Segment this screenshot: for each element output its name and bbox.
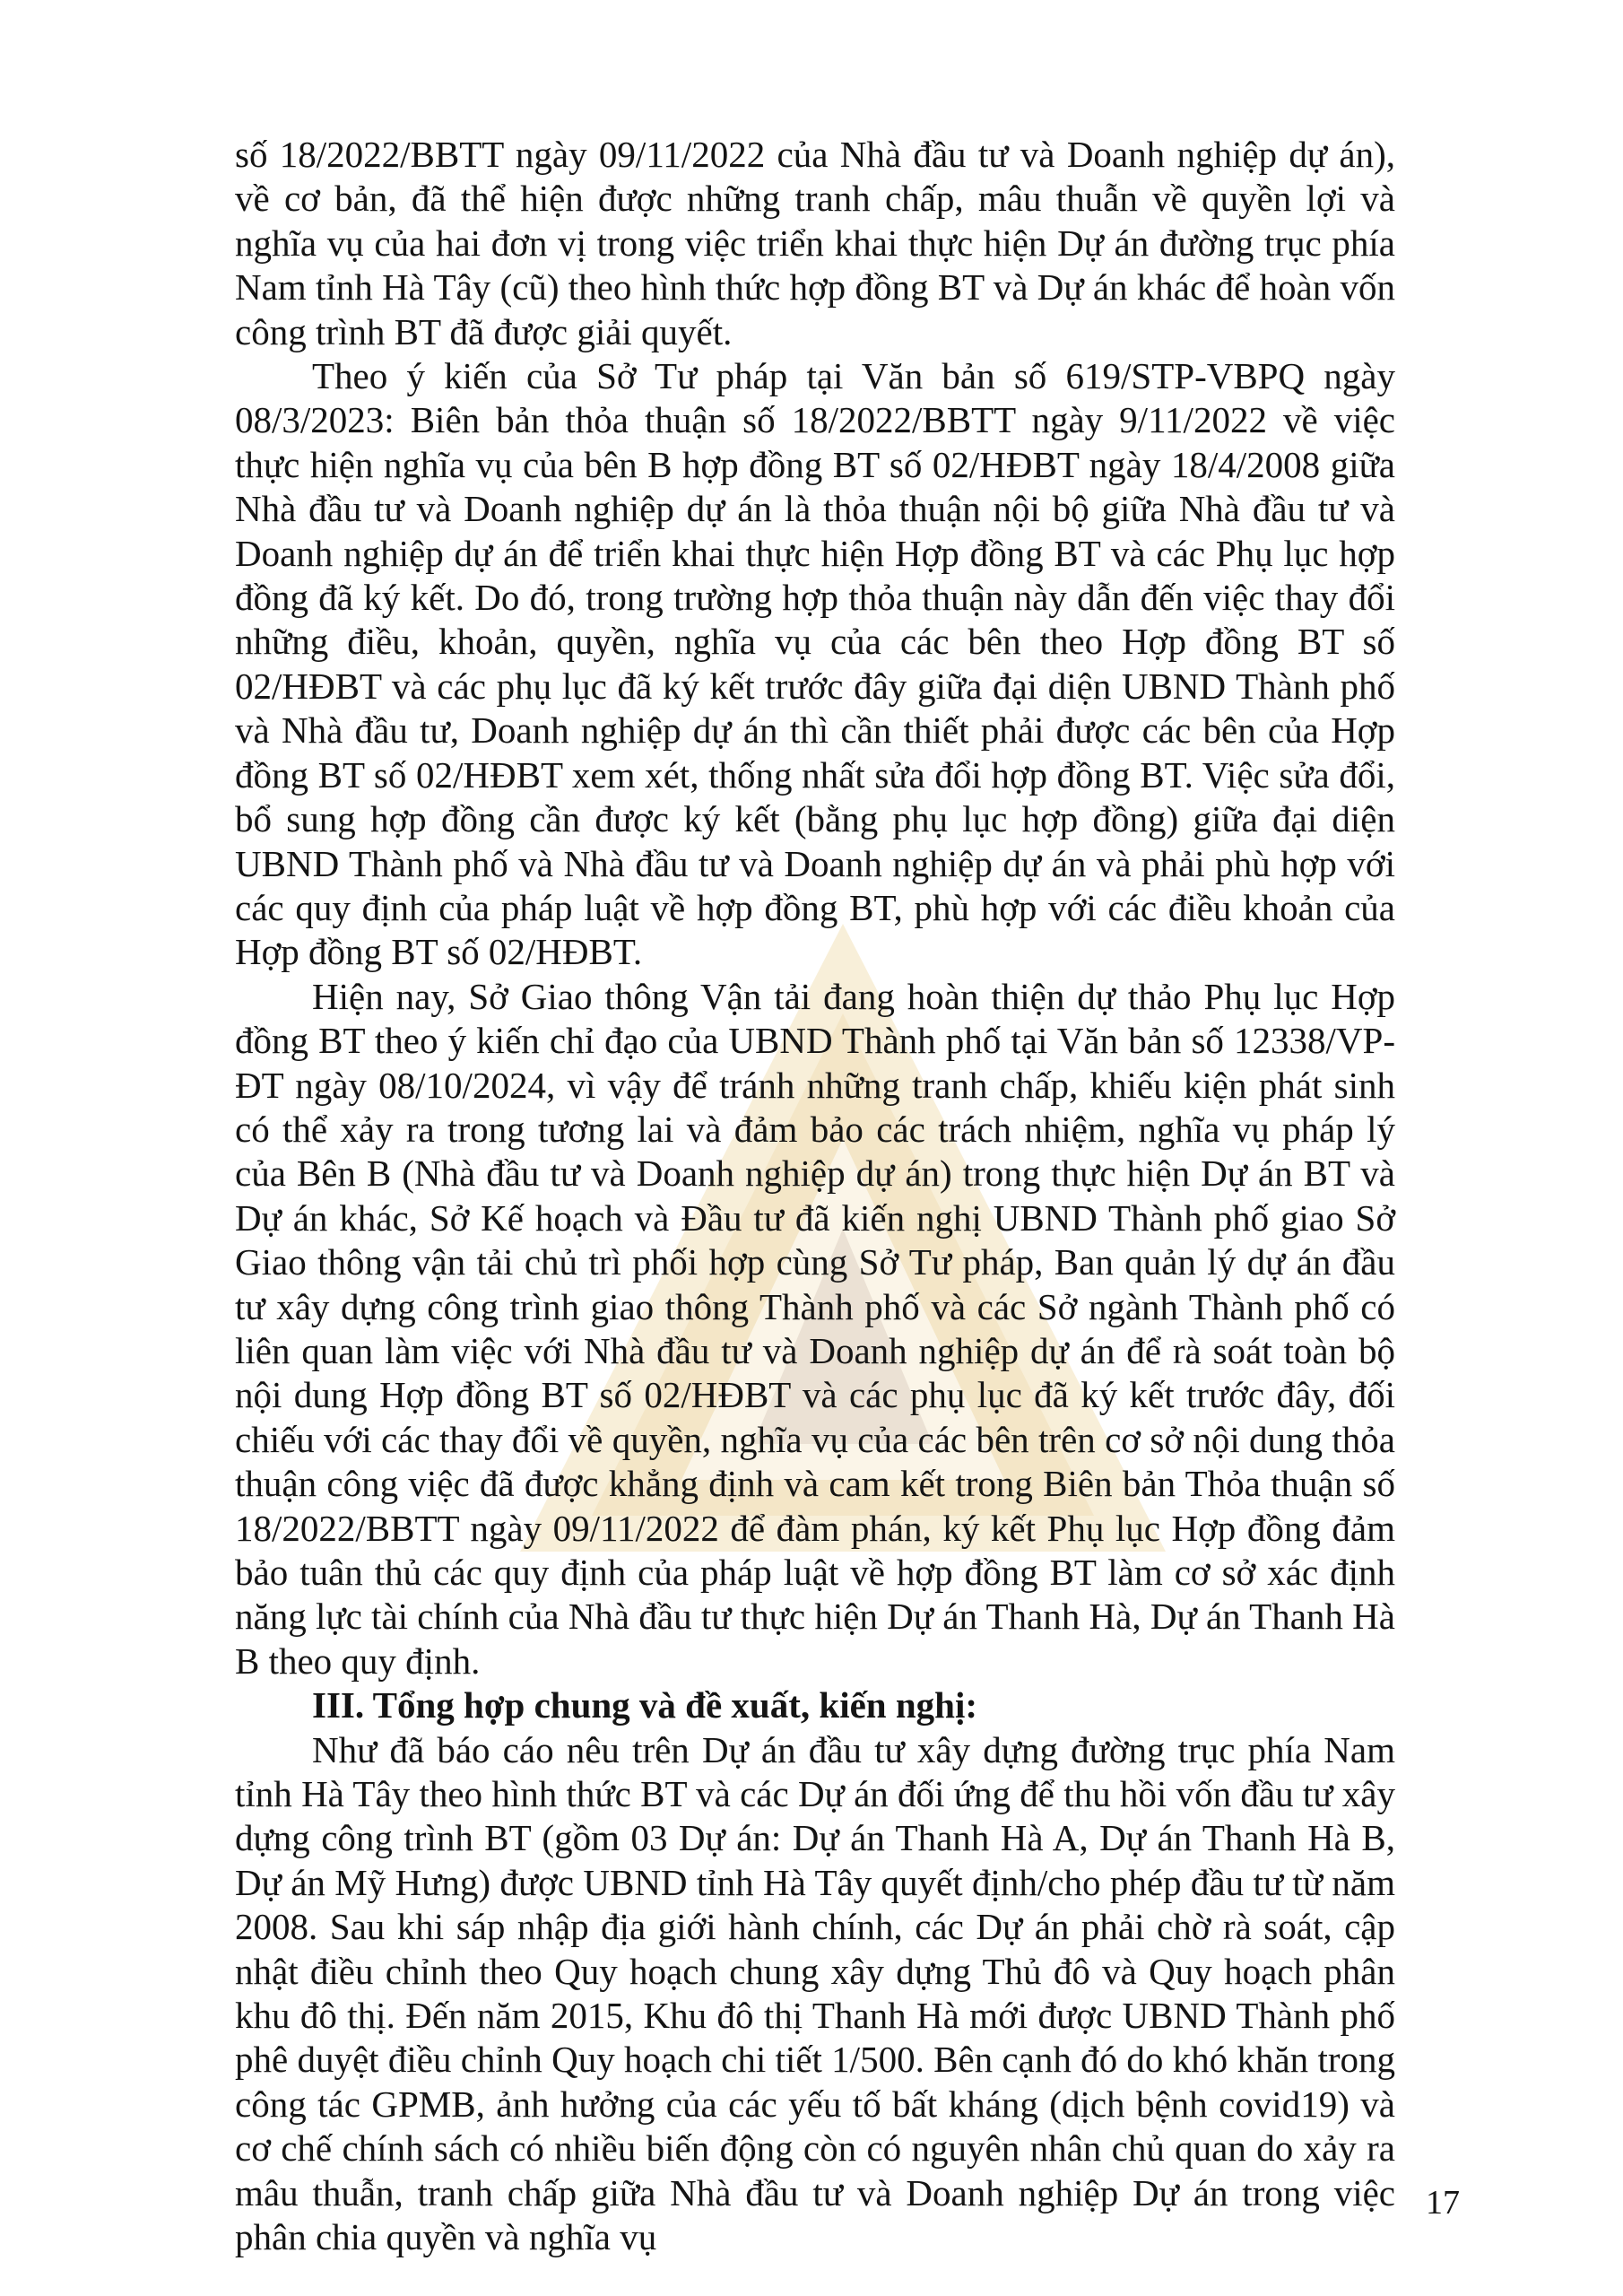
paragraph-continuation: số 18/2022/BBTT ngày 09/11/2022 của Nhà đầu tư và Doanh nghiệp dự án), về cơ bản, đã thể hiện được những tranh chấp, mâu thuẫn về quyền lợi và nghĩa vụ của hai đơn vị trong việc triển khai thực hiện Dự án đường trục phía Nam tỉnh Hà Tây (cũ) theo hình thức hợp đồng BT và Dự án khác để hoàn vốn công trình BT đã được giải quyết. (235, 134, 1395, 352)
paragraph-current-status: Hiện nay, Sở Giao thông Vận tải đang hoàn thiện dự thảo Phụ lục Hợp đồng BT theo ý kiến chỉ đạo của UBND Thành phố tại Văn bản số 12338/VP-ĐT ngày 08/10/2024, vì vậy để tránh những tranh chấp, khiếu kiện phát sinh có thể xảy ra trong tương lai và đảm bảo các trách nhiệm, nghĩa vụ pháp lý của Bên B (Nhà đầu tư và Doanh nghiệp dự án) trong thực hiện Dự án BT và Dự án khác, Sở Kế hoạch và Đầu tư đã kiến nghị UBND Thành phố giao Sở Giao thông vận tải chủ trì phối hợp cùng Sở Tư pháp, Ban quản lý dự án đầu tư xây dựng công trình giao thông Thành phố và các Sở ngành Thành phố có liên quan làm việc với Nhà đầu tư và Doanh nghiệp dự án để rà soát toàn bộ nội dung Hợp đồng BT số 02/HĐBT và các phụ lục đã ký kết trước đây, đối chiếu với các thay đổi về quyền, nghĩa vụ của các bên trên cơ sở nội dung thỏa thuận công việc đã được khẳng định và cam kết trong Biên bản Thỏa thuận số 18/2022/BBTT ngày 09/11/2022 để đàm phán, ký kết Phụ lục Hợp đồng đảm bảo tuân thủ các quy định của pháp luật về hợp đồng BT làm cơ sở xác định năng lực tài chính của Nhà đầu tư thực hiện Dự án Thanh Hà, Dự án Thanh Hà B theo quy định. (235, 975, 1395, 1682)
paragraph-summary: Như đã báo cáo nêu trên Dự án đầu tư xây dựng đường trục phía Nam tỉnh Hà Tây theo hình thức BT và các Dự án đối ứng để thu hồi vốn đầu tư xây dựng công trình BT (gồm 03 Dự án: Dự án Thanh Hà A, Dự án Thanh Hà B, Dự án Mỹ Hưng) được UBND tỉnh Hà Tây quyết định/cho phép đầu tư từ năm 2008. Sau khi sáp nhập địa giới hành chính, các Dự án phải chờ rà soát, cập nhật điều chỉnh theo Quy hoạch chung xây dựng Thủ đô và Quy hoạch phân khu đô thị. Đến năm 2015, Khu đô thị Thanh Hà mới được UBND Thành phố phê duyệt điều chỉnh Quy hoạch chi tiết 1/500. Bên cạnh đó do khó khăn trong công tác GPMB, ảnh hưởng của các yếu tố bất kháng (dịch bệnh covid19) và cơ chế chính sách có nhiều biến động còn có nguyên nhân chủ quan do xảy ra mâu thuẫn, tranh chấp giữa Nhà đầu tư và Doanh nghiệp Dự án trong việc phân chia quyền và nghĩa vụ (235, 1728, 1395, 2258)
page-number: 17 (1426, 2184, 1460, 2222)
document-body (235, 133, 1395, 2260)
section-heading: III. Tổng hợp chung và đề xuất, kiến nghị: (312, 1684, 977, 1726)
paragraph-justice-opinion: Theo ý kiến của Sở Tư pháp tại Văn bản số 619/STP-VBPQ ngày 08/3/2023: Biên bản thỏa thuận số 18/2022/BBTT ngày 9/11/2022 về việc thực hiện nghĩa vụ của bên B hợp đồng BT số 02/HĐBT ngày 18/4/2008 giữa Nhà đầu tư và Doanh nghiệp dự án là thỏa thuận nội bộ giữa Nhà đầu tư và Doanh nghiệp dự án để triển khai thực hiện Hợp đồng BT và các Phụ lục hợp đồng đã ký kết. Do đó, trong trường hợp thỏa thuận này dẫn đến việc thay đổi những điều, khoản, quyền, nghĩa vụ của các bên theo Hợp đồng BT số 02/HĐBT và các phụ lục đã ký kết trước đây giữa đại diện UBND Thành phố và Nhà đầu tư, Doanh nghiệp dự án thì cần thiết phải được các bên của Hợp đồng BT số 02/HĐBT xem xét, thống nhất sửa đổi hợp đồng BT. Việc sửa đổi, bổ sung hợp đồng cần được ký kết (bằng phụ lục hợp đồng) giữa đại diện UBND Thành phố và Nhà đầu tư và Doanh nghiệp dự án và phải phù hợp với các quy định của pháp luật về hợp đồng BT, phù hợp với các điều khoản của Hợp đồng BT số 02/HĐBT. (235, 355, 1395, 973)
